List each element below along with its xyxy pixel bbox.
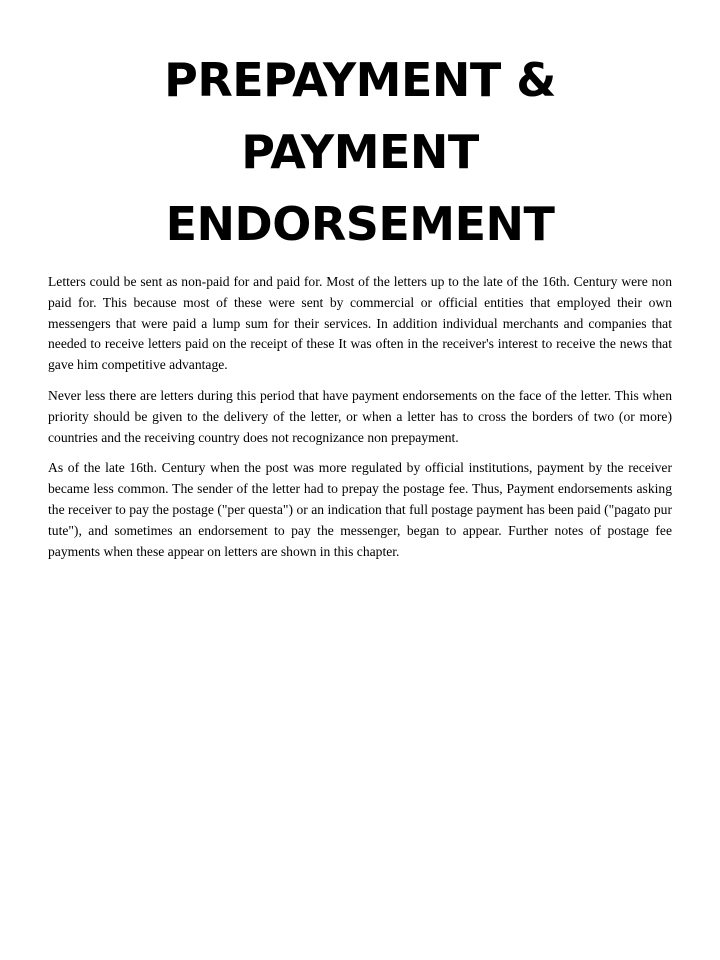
body-text xyxy=(48,272,672,572)
title-line-1: PREPAYMENT & xyxy=(164,53,556,107)
page-title xyxy=(60,44,660,260)
paragraph-1: Letters could be sent as non-paid for and paid for. Most of the letters up to the late of the 16th. Century were non paid for. This because most of these were sent by commercial or official entities that employed their own messengers that were paid a lump sum for their services. In addition individual merchants and companies that needed to receive letters paid on the receipt of these It was often in the receiver's interest to receive the news that gave him competitive advantage. xyxy=(48,274,672,373)
paragraph-2: Never less there are letters during this period that have payment endorsements on the face of the letter. This when priority should be given to the delivery of the letter, or when a letter has to cross the borders of two (or more) countries and the receiving country does not recognizance non prepayment. xyxy=(48,387,672,445)
title-line-2: PAYMENT xyxy=(241,125,479,179)
paragraph-3: As of the late 16th. Century when the post was more regulated by official institutions, payment by the receiver became less common. The sender of the letter had to prepay the postage fee. Thus, Payment endorsements asking the receiver to pay the postage ("per questa") or an indication that full postage payment has been paid ("pagato pur tute"), and sometimes an endorsement to pay the messenger, began to appear. Further notes of postage fee payments when these appear on letters are shown in this chapter. xyxy=(48,460,672,559)
title-line-3: ENDORSEMENT xyxy=(165,197,555,251)
